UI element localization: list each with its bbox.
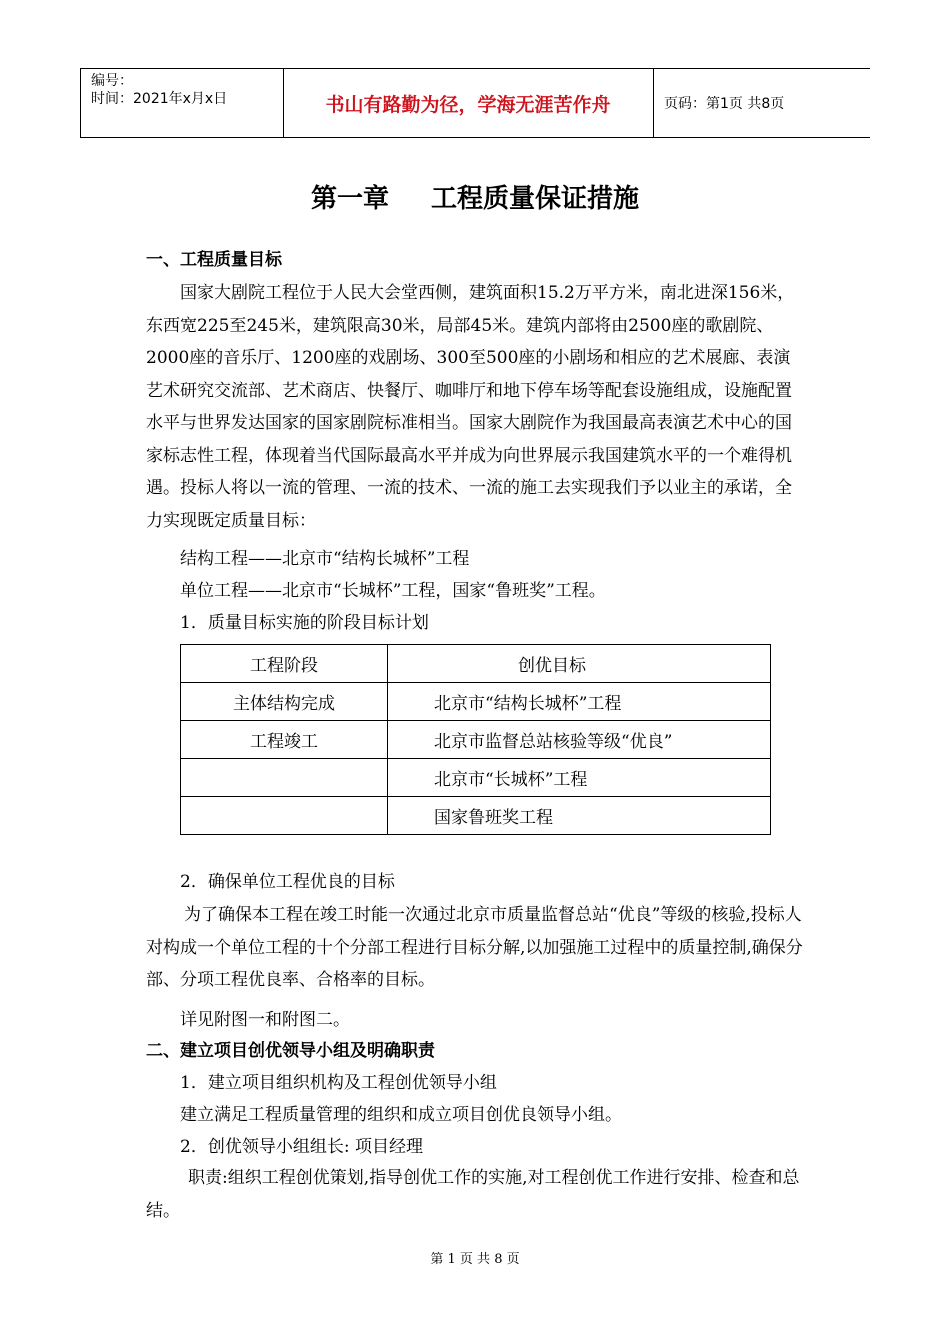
table-header-cell: 工程阶段	[181, 645, 388, 683]
see-attachments: 详见附图一和附图二。	[180, 1010, 350, 1030]
table-header-cell: 创优目标	[388, 645, 771, 683]
table-row	[181, 797, 771, 835]
item-org-setup: 1．建立项目组织机构及工程创优领导小组	[180, 1073, 497, 1093]
section1-paragraph1: 国家大剧院工程位于人民大会堂西侧，建筑面积15.2万平方米，南北进深156米，东西宽225至245米，建筑限高30米，局部45米。建筑内部将由2500座的歌剧院、2000座的音乐厅、1200座的戏剧场、300至500座的小剧场和相应的艺术展廊、表演艺术研究交流部、艺术商店、快餐厅、咖啡厅和地下停车场等配套设施组成，设施配置水平与世界发达国家的国家剧院标准相当。国家大剧院作为我国最高表演艺术中心的国家标志性工程，体现着当代国际最高水平并成为向世界展示我国建筑水平的一个难得机遇。投标人将以一流的管理、一流的技术、一流的施工去实现我们予以业主的承诺，全力实现既定质量目标：	[146, 283, 795, 531]
header-motto: 书山有路勤为径，学海无涯苦作舟	[283, 69, 654, 137]
chapter-number: 第一章	[310, 184, 389, 214]
table-cell: 国家鲁班奖工程	[388, 797, 771, 835]
table-header-row	[181, 645, 771, 683]
date-label: 时间：2021年x月x日	[91, 91, 228, 107]
table-cell: 主体结构完成	[181, 683, 388, 721]
item-stage-plan: 1．质量目标实施的阶段目标计划	[180, 613, 429, 633]
section2-heading: 二、建立项目创优领导小组及明确职责	[146, 1041, 435, 1061]
table-cell: 北京市监督总站核验等级“优良”	[388, 721, 771, 759]
table-cell: 北京市“结构长城杯”工程	[388, 683, 771, 721]
table-cell	[181, 797, 388, 835]
chapter-title	[0, 178, 950, 215]
item-group-leader: 2．创优领导小组组长: 项目经理	[180, 1137, 423, 1157]
stage-goal-table	[180, 644, 771, 835]
goal-structure: 结构工程——北京市“结构长城杯”工程	[180, 549, 470, 569]
table-cell: 北京市“长城杯”工程	[388, 759, 771, 797]
table-row	[181, 683, 771, 721]
org-setup-text: 建立满足工程质量管理的组织和成立项目创优良领导小组。	[180, 1105, 622, 1125]
serial-label: 编号：	[91, 73, 133, 89]
table-row	[181, 721, 771, 759]
section1-heading: 一、工程质量目标	[146, 250, 282, 270]
item-unit-goal: 2．确保单位工程优良的目标	[180, 872, 395, 892]
chapter-name: 工程质量保证措施	[431, 184, 640, 214]
header-meta	[80, 69, 284, 137]
goal-unit: 单位工程——北京市“长城杯”工程，国家“鲁班奖”工程。	[180, 581, 606, 601]
leader-duty: 职责:组织工程创优策划,指导创优工作的实施,对工程创优工作进行安排、检查和总结。	[146, 1168, 800, 1221]
table-row	[181, 759, 771, 797]
page-header	[80, 68, 870, 138]
header-page-info: 页码：第1页 共8页	[664, 96, 785, 112]
section1-paragraph2: 为了确保本工程在竣工时能一次通过北京市质量监督总站“优良”等级的核验,投标人对构成一个单位工程的十个分部工程进行目标分解,以加强施工过程中的质量控制,确保分部、分项工程优良率、合格率的目标。	[146, 905, 803, 990]
table-cell: 工程竣工	[181, 721, 388, 759]
table-cell	[181, 759, 388, 797]
page-footer: 第 1 页 共 8 页	[430, 1252, 520, 1267]
